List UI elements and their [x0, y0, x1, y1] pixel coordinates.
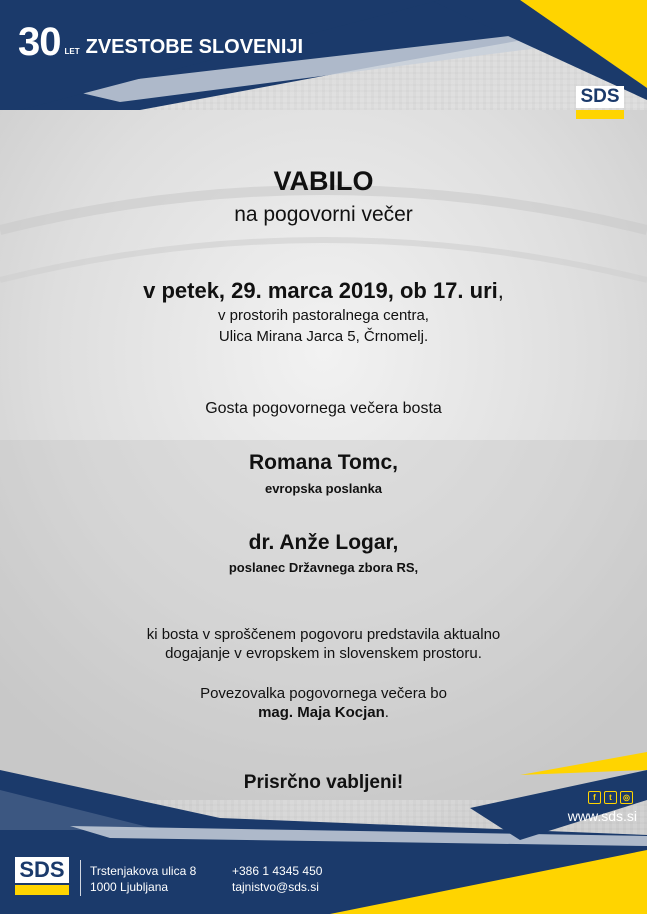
host-end: . [384, 704, 389, 721]
host-name: mag. Maja Kocjan [258, 704, 385, 721]
facebook-icon[interactable]: f [588, 791, 601, 804]
guest-name: Romana Tomc, [249, 451, 398, 474]
instagram-icon[interactable]: ◎ [620, 791, 633, 804]
address-line2: 1000 Ljubljana [90, 880, 169, 894]
description-line2: dogajanje v evropskem in slovenskem prostoru. [165, 645, 482, 662]
event-location-line1: v prostorih pastoralnega centra, [218, 307, 429, 324]
guest-role: poslanec Državnega zbora RS, [228, 560, 419, 575]
sds-logo [576, 86, 624, 119]
guest-name: dr. Anže Logar, [248, 531, 399, 554]
event-date-text: v petek, 29. marca 2019, ob 17. uri [143, 278, 498, 303]
event-date [0, 278, 647, 304]
anniversary-header [18, 22, 303, 62]
sds-logo-footer-text: SDS [15, 857, 69, 883]
invitation-title: VABILO [273, 166, 374, 196]
address-line1: Trstenjakova ulica 8 [90, 864, 197, 878]
email-address[interactable]: tajnistvo@sds.si [232, 880, 319, 894]
description-line1: ki bosta v sproščenem pogovoru predstavila aktualno [146, 626, 501, 643]
footer-contact [232, 863, 322, 895]
sds-logo-bar [576, 110, 624, 119]
twitter-icon[interactable]: t [604, 791, 617, 804]
guests-intro: Gosta pogovornega večera bosta [205, 400, 442, 417]
sds-logo-text: SDS [576, 86, 624, 108]
event-location-line2: Ulica Mirana Jarca 5, Črnomelj. [218, 328, 429, 345]
sds-logo-footer-bar [15, 885, 69, 895]
invitation-subtitle: na pogovorni večer [234, 203, 413, 226]
website-link[interactable]: www.sds.si [567, 808, 637, 824]
closing-greeting: Prisrčno vabljeni! [243, 772, 404, 793]
anniversary-let: LET [64, 47, 80, 56]
anniversary-slogan: ZVESTOBE SLOVENIJI [85, 36, 304, 58]
anniversary-number: 30 [18, 20, 61, 64]
host-intro: Povezovalka pogovornega večera bo [200, 685, 447, 702]
event-date-comma: , [497, 278, 504, 303]
host-line [0, 704, 647, 721]
social-icons [588, 791, 633, 804]
phone-number: +386 1 4345 450 [232, 864, 323, 878]
footer-address [90, 863, 196, 895]
guest-role: evropska poslanka [264, 481, 383, 496]
footer-divider [80, 860, 81, 896]
sds-logo-footer [15, 857, 69, 895]
